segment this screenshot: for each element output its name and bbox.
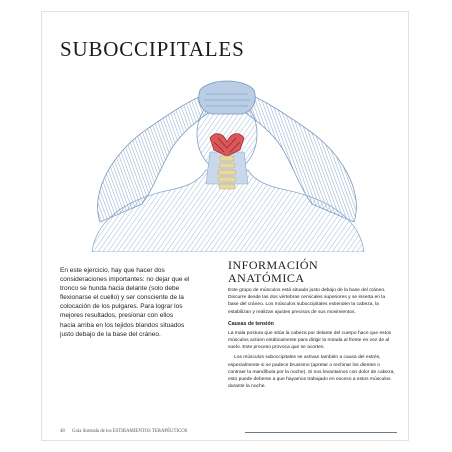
anatomy-paragraph: Este grupo de músculos está situado justo debajo de la base del cráneo. Discurre desde las dos vértebras cervicales superiores y se inserta en la base del cráneo. Los músculos suboccipitales extienden la cabeza, la estabilizan y realizan ajustes precisos de sus movimientos. <box>228 288 386 315</box>
tension-causes-heading: Causas de tensión <box>228 320 274 327</box>
anatomy-heading: INFORMACIÓN ANATÓMICA <box>228 258 319 285</box>
neck-stretch-illustration <box>82 72 372 252</box>
book-page <box>42 12 408 440</box>
tension-paragraph-2: Los músculos suboccipitales se activan también a causa del estrés, especialmente si se padece bruxismo (apretar o rechinar los dientes o contraer la mandíbula por la noche). Si nos levantamos con dolor de cabeza, esto puede deberse a que hayamos trabajado en exceso a estos músculos durante la noche. <box>228 355 395 390</box>
hands-shape <box>199 81 256 114</box>
intro-paragraph: En este ejercicio, hay que hacer dos consideraciones importantes: no dejar que el tronco se hunda hacia delante (solo debe flexionarse el cuello) y ser consciente de la colocación de los pulgares. Para lograr los mejores resultados, presionar con ellos hacia arriba en los tejidos blandos situados justo debajo de la base del cráneo. <box>60 267 190 338</box>
footer-rule <box>245 432 397 433</box>
anatomy-info-column <box>228 259 396 393</box>
running-head: Guía ilustrada de los ESTIRAMIENTOS TERAPÉUTICOS <box>72 429 188 434</box>
page-footer <box>60 429 400 437</box>
page-title: SUBOCCIPITALES <box>60 37 245 61</box>
cervical-vertebrae <box>218 156 236 189</box>
page-number: 48 <box>60 429 65 434</box>
tension-paragraph-1: La mala postura que sitúa la cabeza por delante del cuerpo hace que estos músculos actúen estáticamente para dirigir la mirada al frente en vez de al suelo. Este proceso provoca que se acorten. <box>228 330 392 351</box>
